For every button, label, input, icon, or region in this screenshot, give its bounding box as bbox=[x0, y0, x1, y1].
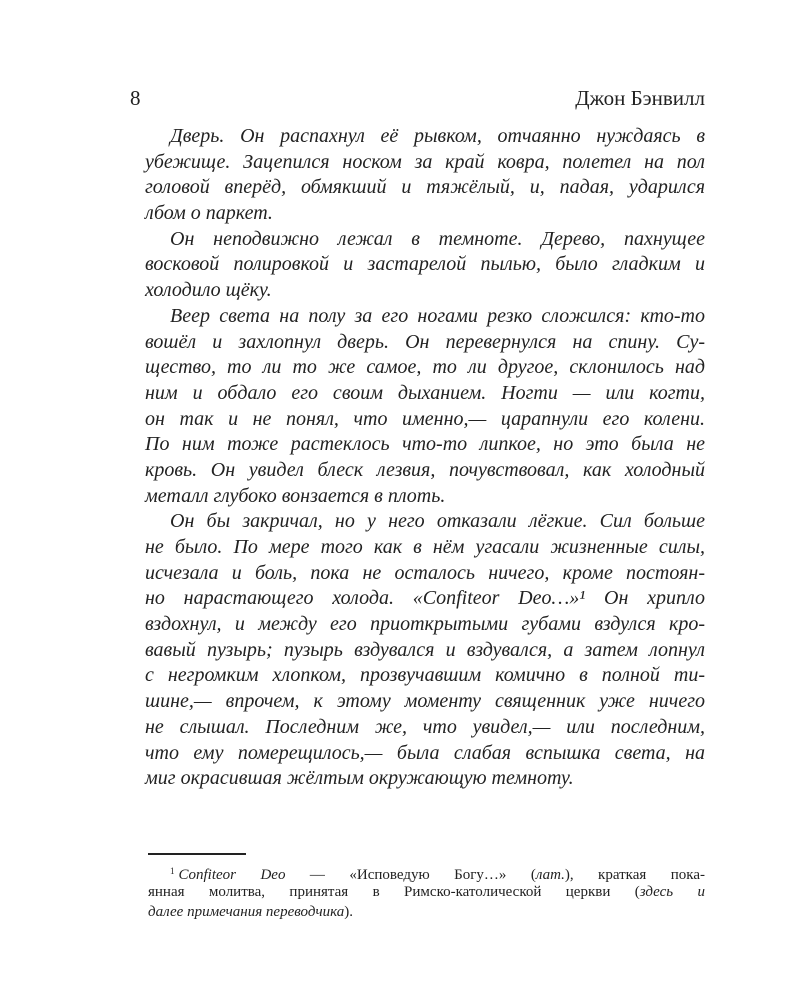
text-line: вздохнул, и между его приоткрытыми губами вздулся кро- bbox=[145, 613, 705, 636]
text-line: ним и обдало его своим дыханием. Ногти — или когти, bbox=[145, 381, 705, 404]
footnote-rule bbox=[148, 853, 246, 855]
paragraph bbox=[145, 509, 705, 792]
text-line: но нарастающего холода. «Confiteor Deo…»¹ Он хрипло bbox=[145, 587, 705, 610]
text-line: он так и не понял, что именно,— царапнули его колени. bbox=[145, 407, 705, 430]
text-line: По ним тоже растеклось что-то липкое, но это была не bbox=[145, 433, 705, 456]
text-line: миг окрасившая жёлтым окружающую темноту. bbox=[145, 767, 574, 790]
footnote-line bbox=[148, 882, 705, 903]
footnote-line bbox=[148, 902, 705, 923]
footnote-text: янная молитва, принятая в Римско-католической церкви ( bbox=[148, 883, 640, 900]
paragraph bbox=[145, 304, 705, 510]
footnote-marker: 1 bbox=[170, 866, 175, 876]
footnote-text: ), краткая пока- bbox=[564, 867, 705, 883]
footnote-lang: лат. bbox=[535, 867, 565, 883]
footnote-note: далее примечания переводчика bbox=[148, 904, 345, 920]
text-line: что ему померещилось,— была слабая вспышка света, на bbox=[145, 741, 705, 764]
text-line: вавый пузырь; пузырь вздувался и вздувался, а затем лопнул bbox=[145, 638, 705, 661]
text-line: Дверь. Он распахнул её рывком, отчаянно нуждаясь в bbox=[170, 125, 705, 147]
text-line: лбом о паркет. bbox=[145, 202, 273, 225]
footnote bbox=[148, 861, 705, 923]
text-line: убежище. Зацепился носком за край ковра, полетел на пол bbox=[145, 150, 705, 173]
paragraph bbox=[145, 227, 705, 304]
text-line: щество, то ли то же самое, то ли другое, склонилось над bbox=[145, 356, 705, 379]
running-author: Джон Бэнвилл bbox=[575, 86, 705, 110]
text-line: не слышал. Последним же, что увидел,— или последним, bbox=[145, 715, 705, 738]
footnote-line bbox=[148, 861, 705, 882]
footnote-text: ). bbox=[344, 904, 353, 920]
text-line: Он неподвижно лежал в темноте. Дерево, пахнущее bbox=[170, 227, 705, 250]
footnote-note: здесь и bbox=[639, 883, 706, 900]
text-line: не было. По мере того как в нём угасали жизненные силы, bbox=[145, 536, 705, 558]
text-line: кровь. Он увидел блеск лезвия, почувствовал, как холодный bbox=[145, 458, 705, 481]
text-line: головой вперёд, обмякший и тяжёлый, и, падая, ударился bbox=[145, 176, 705, 199]
footnote-text: — «Исповедую Богу…» ( bbox=[285, 867, 536, 883]
paragraph bbox=[145, 124, 705, 227]
text-line: с негромким хлопком, прозвучавшим комично в полной ти- bbox=[145, 664, 705, 687]
body-text bbox=[145, 124, 705, 792]
text-line: металл глубоко вонзается в плоть. bbox=[145, 484, 446, 507]
text-line: исчезала и боль, пока не осталось ничего, кроме постоян- bbox=[145, 561, 705, 584]
text-line: шине,— впрочем, к этому моменту священник уже ничего bbox=[145, 690, 705, 713]
text-line: вошёл и захлопнул дверь. Он перевернулся на спину. Су- bbox=[145, 330, 705, 353]
text-line: Он бы закричал, но у него отказали лёгкие. Сил больше bbox=[170, 510, 705, 533]
text-line: холодило щёку. bbox=[145, 279, 272, 302]
footnote-term: Confiteor Deo bbox=[178, 867, 286, 883]
text-line: восковой полировкой и застарелой пылью, было гладким и bbox=[145, 253, 705, 276]
text-line: Веер света на полу за его ногами резко сложился: кто-то bbox=[170, 304, 705, 327]
page-number: 8 bbox=[130, 86, 141, 110]
